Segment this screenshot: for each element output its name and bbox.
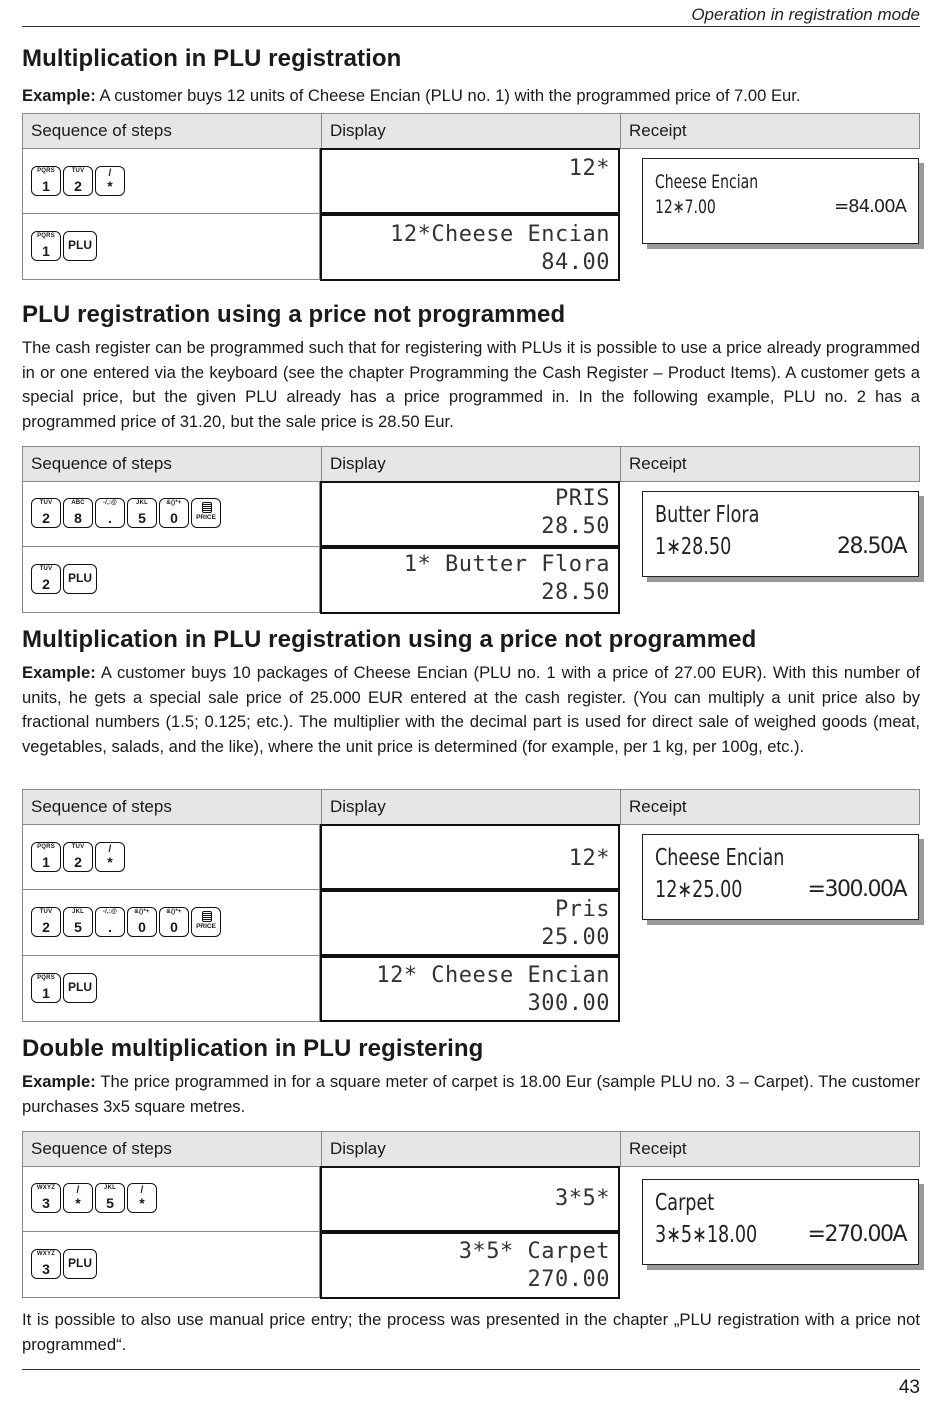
display-line: 1* Butter Flora (403, 552, 610, 577)
display-line: 28.50 (541, 580, 610, 605)
key-1[interactable]: PQRS 1 (31, 231, 61, 261)
display-line: Pris (555, 897, 610, 922)
key-5[interactable]: JKL 5 (63, 907, 93, 937)
section-title: Multiplication in PLU registration (22, 45, 402, 72)
step-row (22, 481, 320, 547)
section-text: The cash register can be programmed such that for registering with PLUs it is possible to use a price already programmed in or one entered via the keyboard (see the chapter Programming the Cash Register – Product Items). A customer gets a special price, but the given PLU already has a price programmed in. In the following example, PLU no. 2 has a programmed price of 31.20, but the sale price is 28.50 Eur. (22, 338, 920, 431)
key-price[interactable]: PRICE (191, 498, 221, 528)
header-receipt: Receipt (629, 1139, 687, 1158)
display-screen (320, 1232, 620, 1299)
step-row (22, 824, 320, 890)
steps-table (22, 1131, 920, 1299)
header-display: Display (322, 114, 621, 148)
key-sequence (31, 498, 221, 528)
display-screen (320, 481, 620, 547)
key-multiply[interactable]: / * (127, 1183, 157, 1213)
header-seq: Sequence of steps (23, 1132, 322, 1166)
key-multiply[interactable]: / * (95, 842, 125, 872)
key-2[interactable]: TUV 2 (31, 907, 61, 937)
header-receipt: Receipt (629, 797, 687, 816)
section-text (22, 84, 920, 109)
header-display: Display (322, 790, 621, 824)
key-1[interactable]: PQRS 1 (31, 842, 61, 872)
receipt (642, 1179, 919, 1265)
display-screen (320, 824, 620, 890)
receipt-total: =300.00A (807, 877, 906, 902)
receipt-calc: 12∗25.00 (655, 877, 743, 903)
display-line: 12* (568, 846, 610, 871)
key-sequence (31, 564, 97, 594)
section-title: Double multiplication in PLU registering (22, 1035, 484, 1062)
display-line: 3*5* Carpet (458, 1239, 610, 1264)
key-2[interactable]: TUV 2 (63, 166, 93, 196)
receipt-item-name: Butter Flora (655, 502, 760, 528)
steps-table (22, 446, 920, 614)
receipt (642, 834, 919, 920)
display-line: 12* (568, 156, 610, 181)
header-receipt: Receipt (629, 121, 687, 140)
example-label: Example: (22, 86, 96, 105)
display-line: 270.00 (527, 1267, 610, 1292)
key-1[interactable]: PQRS 1 (31, 166, 61, 196)
header-receipt: Receipt (629, 454, 687, 473)
key-sequence (31, 842, 125, 872)
footer-rule (22, 1369, 920, 1370)
key-decimal-point[interactable]: -/,:@ . (95, 498, 125, 528)
key-0[interactable]: &()*+ 0 (159, 907, 189, 937)
key-1[interactable]: PQRS 1 (31, 973, 61, 1003)
key-plu[interactable]: PLU (63, 231, 97, 261)
key-3[interactable]: WXYZ 3 (31, 1183, 61, 1213)
example-label: Example: (22, 1072, 96, 1091)
example-text: A customer buys 12 units of Cheese Encian (PLU no. 1) with the programmed price of 7.00 Eur. (95, 86, 801, 105)
display-line: 84.00 (541, 250, 610, 275)
receipt-total: 28.50A (836, 534, 906, 559)
example-text: A customer buys 10 packages of Cheese Encian (PLU no. 1 with a price of 27.00 EUR). With this number of units, he gets a special sale price of 25.000 EUR entered at the cash register. (You can multiply a unit price also by fractional numbers (1.5; 0.125; etc.). The multiplier with the decimal part is used for direct sale of weighed goods (meat, vegetables, salads, and the like), where the unit price is determined (for example, per 1 kg, per 100g, etc.). (22, 663, 920, 756)
key-0[interactable]: &()*+ 0 (159, 498, 189, 528)
receipt-item-name: Cheese Encian (655, 171, 759, 193)
receipt-total: =270.00A (807, 1222, 906, 1247)
key-multiply[interactable]: / * (63, 1183, 93, 1213)
key-plu[interactable]: PLU (63, 564, 97, 594)
receipt-calc: 1∗28.50 (655, 534, 732, 560)
key-3[interactable]: WXYZ 3 (31, 1249, 61, 1279)
display-line: 3*5* (555, 1186, 610, 1211)
key-2[interactable]: TUV 2 (31, 564, 61, 594)
receipt (642, 491, 919, 577)
receipt-item-name: Cheese Encian (655, 845, 785, 871)
display-screen (320, 148, 620, 214)
display-screen (320, 214, 620, 281)
display-screen (320, 956, 620, 1022)
header-seq: Sequence of steps (23, 114, 322, 148)
closing-text: It is possible to also use manual price entry; the process was presented in the chapter „PLU registration with a price not programmed“. (22, 1310, 920, 1354)
section-title: PLU registration using a price not programmed (22, 301, 566, 328)
key-sequence (31, 231, 97, 261)
step-row (22, 547, 320, 613)
example-label: Example: (22, 663, 96, 682)
key-sequence (31, 166, 125, 196)
table-header (22, 446, 920, 482)
receipt-calc: 12∗7.00 (655, 196, 716, 218)
step-row (22, 214, 320, 280)
display-screen (320, 547, 620, 614)
header-rule (22, 26, 920, 27)
receipt-item-name: Carpet (655, 1190, 715, 1216)
display-line: 12*Cheese Encian (390, 222, 610, 247)
header-seq: Sequence of steps (23, 790, 322, 824)
table-header (22, 1131, 920, 1167)
key-2[interactable]: TUV 2 (63, 842, 93, 872)
table-header (22, 789, 920, 825)
page-number: 43 (898, 1377, 920, 1398)
steps-table (22, 789, 920, 1022)
receipt (642, 158, 919, 244)
display-line: 300.00 (527, 991, 610, 1016)
key-multiply[interactable]: / * (95, 166, 125, 196)
steps-table (22, 113, 920, 281)
receipt-total: =84.00A (834, 196, 906, 217)
key-2[interactable]: TUV 2 (31, 498, 61, 528)
section-title: Multiplication in PLU registration using a price not programmed (22, 626, 757, 653)
key-0[interactable]: &()*+ 0 (127, 907, 157, 937)
step-row (22, 956, 320, 1022)
key-sequence (31, 973, 97, 1003)
section-text (22, 661, 920, 759)
key-plu[interactable]: PLU (63, 1249, 97, 1279)
table-header (22, 113, 920, 149)
display-screen (320, 890, 620, 956)
key-5[interactable]: JKL 5 (95, 1183, 125, 1213)
receipt-calc: 3∗5∗18.00 (655, 1222, 758, 1248)
display-line: PRIS (555, 486, 610, 511)
section-text (22, 1070, 920, 1119)
key-sequence (31, 907, 221, 937)
display-screen (320, 1166, 620, 1232)
header-seq: Sequence of steps (23, 447, 322, 481)
step-row (22, 890, 320, 956)
key-sequence (31, 1183, 157, 1213)
display-line: 12* Cheese Encian (376, 963, 610, 988)
key-plu[interactable]: PLU (63, 973, 97, 1003)
step-row (22, 148, 320, 214)
display-line: 25.00 (541, 925, 610, 950)
example-text: The price programmed in for a square meter of carpet is 18.00 Eur (sample PLU no. 3 – Carpet). The customer purchases 3x5 square metres. (22, 1072, 920, 1116)
key-price[interactable]: PRICE (191, 907, 221, 937)
display-line: 28.50 (541, 514, 610, 539)
header-display: Display (322, 447, 621, 481)
step-row (22, 1232, 320, 1298)
running-header: Operation in registration mode (691, 5, 920, 24)
key-5[interactable]: JKL 5 (127, 498, 157, 528)
key-8[interactable]: ABC 8 (63, 498, 93, 528)
key-decimal-point[interactable]: -/,:@ . (95, 907, 125, 937)
step-row (22, 1166, 320, 1232)
key-sequence (31, 1249, 97, 1279)
header-display: Display (322, 1132, 621, 1166)
